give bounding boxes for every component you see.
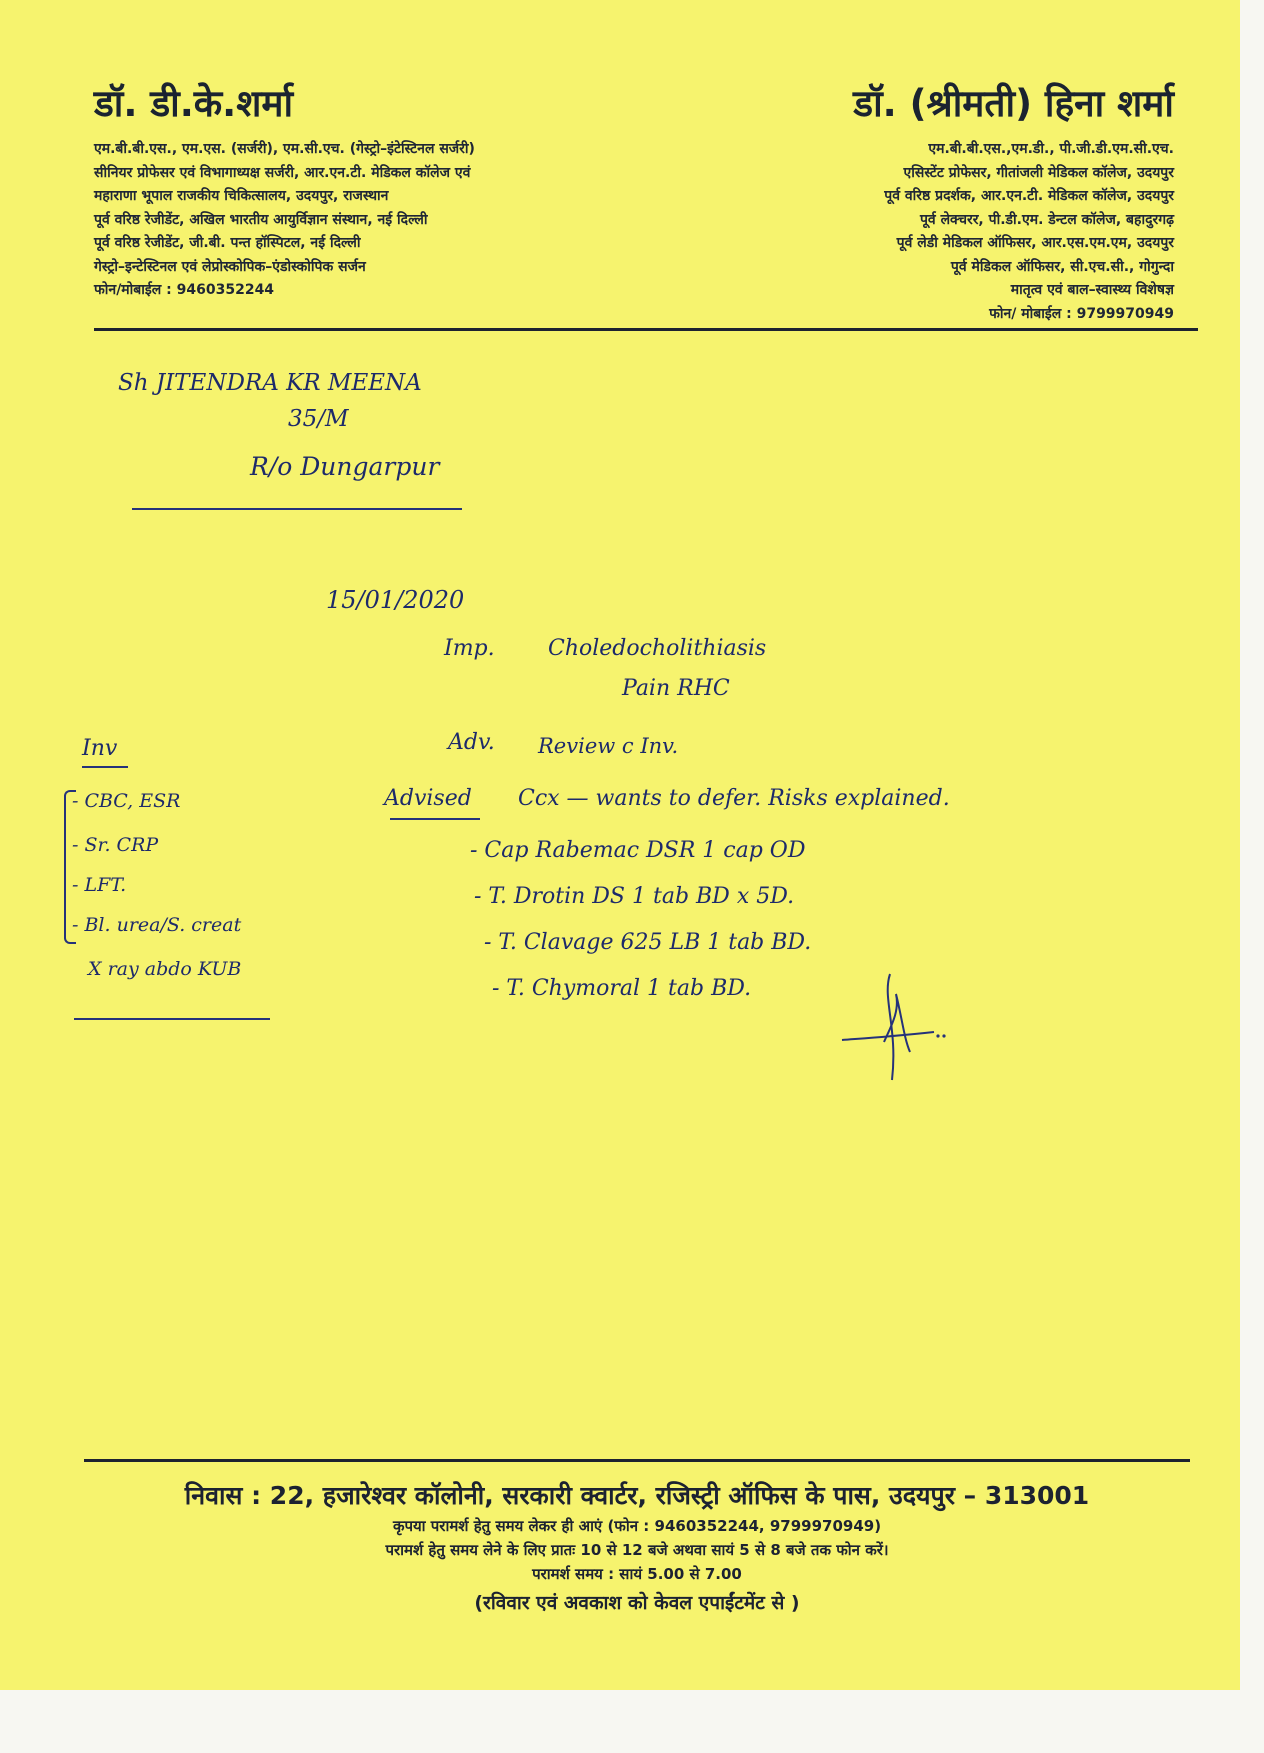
medicine-line: - Cap Rabemac DSR 1 cap OD xyxy=(470,838,806,863)
doctor-right-credential: एम.बी.बी.एस.,एम.डी., पी.जी.डी.एम.सी.एच. xyxy=(928,141,1174,157)
doctor-left-credential: पूर्व वरिष्ठ रेजीडेंट, अखिल भारतीय आयुर्विज्ञान संस्थान, नई दिल्ली xyxy=(94,211,428,228)
footer xyxy=(84,1478,1190,1620)
doctor-right-credential: पूर्व मेडिकल ऑफिसर, सी.एच.सी., गोगुन्दा xyxy=(950,258,1174,275)
doctor-left-credential: गेस्ट्रो–इन्टेस्टिनल एवं लेप्रोस्कोपिक–एंडोस्कोपिक सर्जन xyxy=(94,258,366,275)
investigation-item: - Bl. urea/S. creat xyxy=(72,914,242,936)
doctor-right-name: डॉ. (श्रीमती) हिना शर्मा xyxy=(853,82,1174,125)
visit-date: 15/01/2020 xyxy=(326,586,465,614)
patient-residence: R/o Dungarpur xyxy=(250,452,440,481)
doctor-right-phone: फोन/ मोबाईल : 9799970949 xyxy=(989,305,1174,322)
doctor-left-credential: सीनियर प्रोफेसर एवं विभागाध्यक्ष सर्जरी, आर.एन.टी. मेडिकल कॉलेज एवं xyxy=(94,164,471,181)
impression-diagnosis: Choledocholithiasis xyxy=(548,636,767,661)
investigation-item: - LFT. xyxy=(72,874,127,896)
medicine-line: - T. Chymoral 1 tab BD. xyxy=(492,976,752,1001)
advised-text: Ccx — wants to defer. Risks explained. xyxy=(518,786,950,811)
doctor-left-name: डॉ. डी.के.शर्मा xyxy=(94,82,294,125)
doctor-left-credential: पूर्व वरिष्ठ रेजीडेंट, जी.बी. पन्त हॉस्पिटल, नई दिल्ली xyxy=(94,235,361,251)
doctor-right-credential: पूर्व लेक्चरर, पी.डी.एम. डेन्टल कॉलेज, बहादुरगढ़ xyxy=(919,211,1174,228)
impression-label: Imp. xyxy=(444,636,495,661)
patient-age-sex: 35/M xyxy=(288,406,349,432)
advice-label: Adv. xyxy=(448,730,495,755)
footer-consult-hours: परामर्श समय : सायं 5.00 से 7.00 xyxy=(532,1565,742,1583)
patient-underline xyxy=(132,508,462,510)
footer-address: निवास : 22, हजारेश्वर कॉलोनी, सरकारी क्वार्टर, रजिस्ट्री ऑफिस के पास, उदयपुर – 313001 xyxy=(184,1481,1090,1510)
medicine-line: - T. Clavage 625 LB 1 tab BD. xyxy=(484,930,812,955)
doctor-right-header xyxy=(614,84,1174,326)
advice-text: Review c Inv. xyxy=(538,734,679,758)
doctor-signature xyxy=(838,968,948,1086)
impression-pain: Pain RHC xyxy=(622,676,730,701)
advised-label: Advised xyxy=(384,786,472,811)
doctor-left-credential: महाराणा भूपाल राजकीय चिकित्सालय, उदयपुर, राजस्थान xyxy=(94,188,389,204)
footer-holiday-note: (रविवार एवं अवकाश को केवल एपाईंटमेंट से ) xyxy=(474,1592,800,1614)
medicine-line: - T. Drotin DS 1 tab BD x 5D. xyxy=(474,884,795,909)
investigations-underline xyxy=(74,1018,270,1020)
doctor-left-phone: फोन/मोबाईल : 9460352244 xyxy=(94,282,275,298)
footer-divider xyxy=(84,1459,1190,1462)
doctor-left-credential: एम.बी.बी.एस., एम.एस. (सर्जरी), एम.सी.एच. (गेस्ट्रो–इंटेस्टिनल सर्जरी) xyxy=(94,141,475,157)
footer-appointment-note: कृपया परामर्श हेतु समय लेकर ही आएं (फोन : 9460352244, 9799970949) xyxy=(392,1517,882,1535)
footer-call-timing: परामर्श हेतु समय लेने के लिए प्रातः 10 से 12 बजे अथवा सायं 5 से 8 बजे तक फोन करें। xyxy=(385,1541,889,1559)
advised-underline xyxy=(390,818,480,820)
header-divider xyxy=(94,328,1198,331)
investigations-title: Inv xyxy=(82,736,118,761)
doctor-right-credential: मातृत्व एवं बाल–स्वास्थ्य विशेषज्ञ xyxy=(1010,282,1174,298)
patient-name: Sh JITENDRA KR MEENA xyxy=(118,370,422,396)
investigation-item: - Sr. CRP xyxy=(72,834,159,856)
investigations-title-underline xyxy=(82,766,128,768)
doctor-right-credential: पूर्व वरिष्ठ प्रदर्शक, आर.एन.टी. मेडिकल कॉलेज, उदयपुर xyxy=(884,188,1174,204)
doctor-right-credential: पूर्व लेडी मेडिकल ऑफिसर, आर.एस.एम.एम, उदयपुर xyxy=(896,235,1174,251)
investigation-item: - CBC, ESR xyxy=(72,790,181,812)
investigation-item: X ray abdo KUB xyxy=(88,958,242,980)
doctor-right-credential: एसिस्टेंट प्रोफेसर, गीतांजली मेडिकल कॉलेज, उदयपुर xyxy=(903,164,1174,181)
